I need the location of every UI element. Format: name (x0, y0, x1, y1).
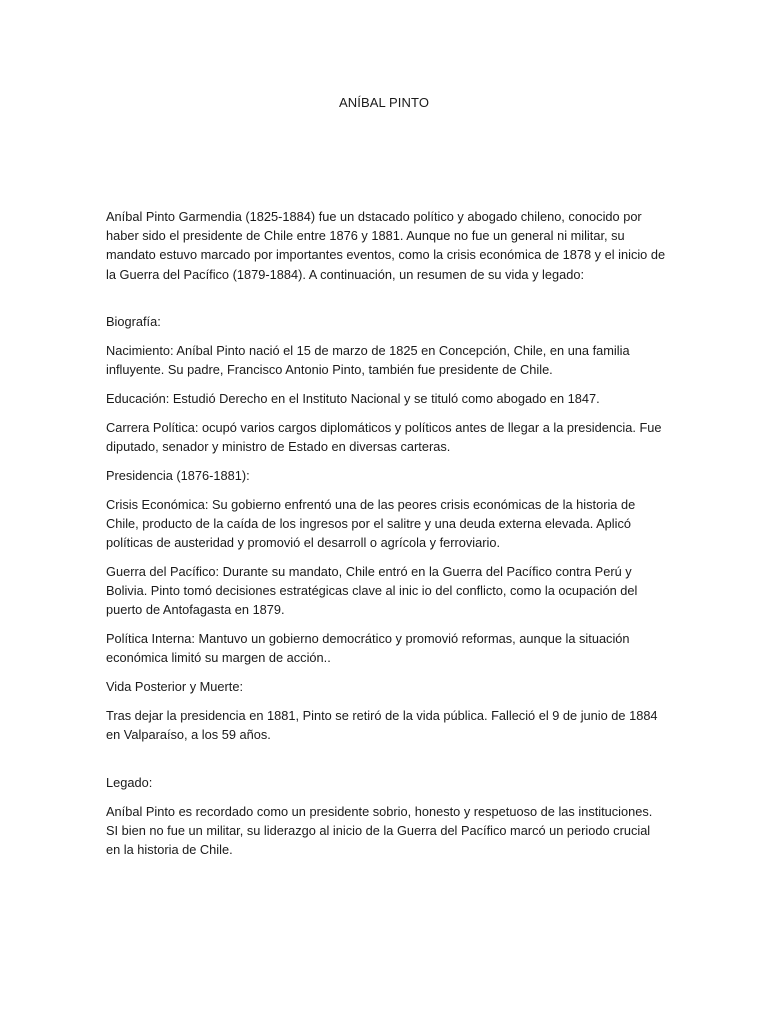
politica-interna-paragraph: Política Interna: Mantuvo un gobierno democrático y promovió reformas, aunque la situación económica limitó su margen de acción.. (106, 631, 630, 666)
nacimiento-paragraph: Nacimiento: Aníbal Pinto nació el 15 de marzo de 1825 en Concepción, Chile, en una familia influyente. Su padre, Francisco Antonio Pinto, también fue presidente de Chile. (106, 343, 630, 378)
crisis-paragraph: Crisis Económica: Su gobierno enfrentó una de las peores crisis económicas de la historia de Chile, producto de la caída de los ingresos por el salitre y una deuda externa elevada. Aplicó políticas de austeridad y promovió el desarroll o agrícola y ferroviario. (106, 496, 636, 551)
document-body (106, 207, 666, 869)
vida-paragraph: Tras dejar la presidencia en 1881, Pinto se retiró de la vida pública. Falleció el 9 de junio de 1884 en Valparaíso, a los 59 años. (106, 708, 658, 743)
legado-paragraph: Aníbal Pinto es recordado como un presidente sobrio, honesto y respetuoso de las instituciones. SI bien no fue un militar, su liderazgo al inicio de la Guerra del Pacífico marcó un periodo crucial en la historia de Chile. (106, 803, 653, 858)
legado-heading: Legado: (106, 775, 153, 790)
educacion-paragraph: Educación: Estudió Derecho en el Instituto Nacional y se tituló como abogado en 1847. (106, 391, 600, 407)
vida-heading: Vida Posterior y Muerte: (106, 679, 244, 695)
intro-paragraph: Aníbal Pinto Garmendia (1825-1884) fue un dstacado político y abogado chileno, conocido por haber sido el presidente de Chile entre 1876 y 1881. Aunque no fue un general ni militar, su mandato estuvo marcado por importantes eventos, como la crisis económica de 1878 y el inicio de la Guerra del Pacífico (1879-1884). A continuación, un resumen de su vida y legado: (106, 209, 666, 282)
carrera-paragraph: Carrera Política: ocupó varios cargos diplomáticos y políticos antes de llegar a la presidencia. Fue diputado, senador y ministro de Estado en diversas carteras. (106, 420, 662, 455)
document-title: ANÍBAL PINTO (338, 95, 430, 110)
presidencia-heading: Presidencia (1876-1881): (106, 468, 250, 483)
guerra-paragraph: Guerra del Pacífico: Durante su mandato, Chile entró en la Guerra del Pacífico contra Perú y Bolivia. Pinto tomó decisiones estratégicas clave al inic io del conflicto, como la ocupación del puerto de Antofagasta en 1879. (106, 564, 638, 618)
biografia-heading: Biografía: (106, 314, 161, 330)
